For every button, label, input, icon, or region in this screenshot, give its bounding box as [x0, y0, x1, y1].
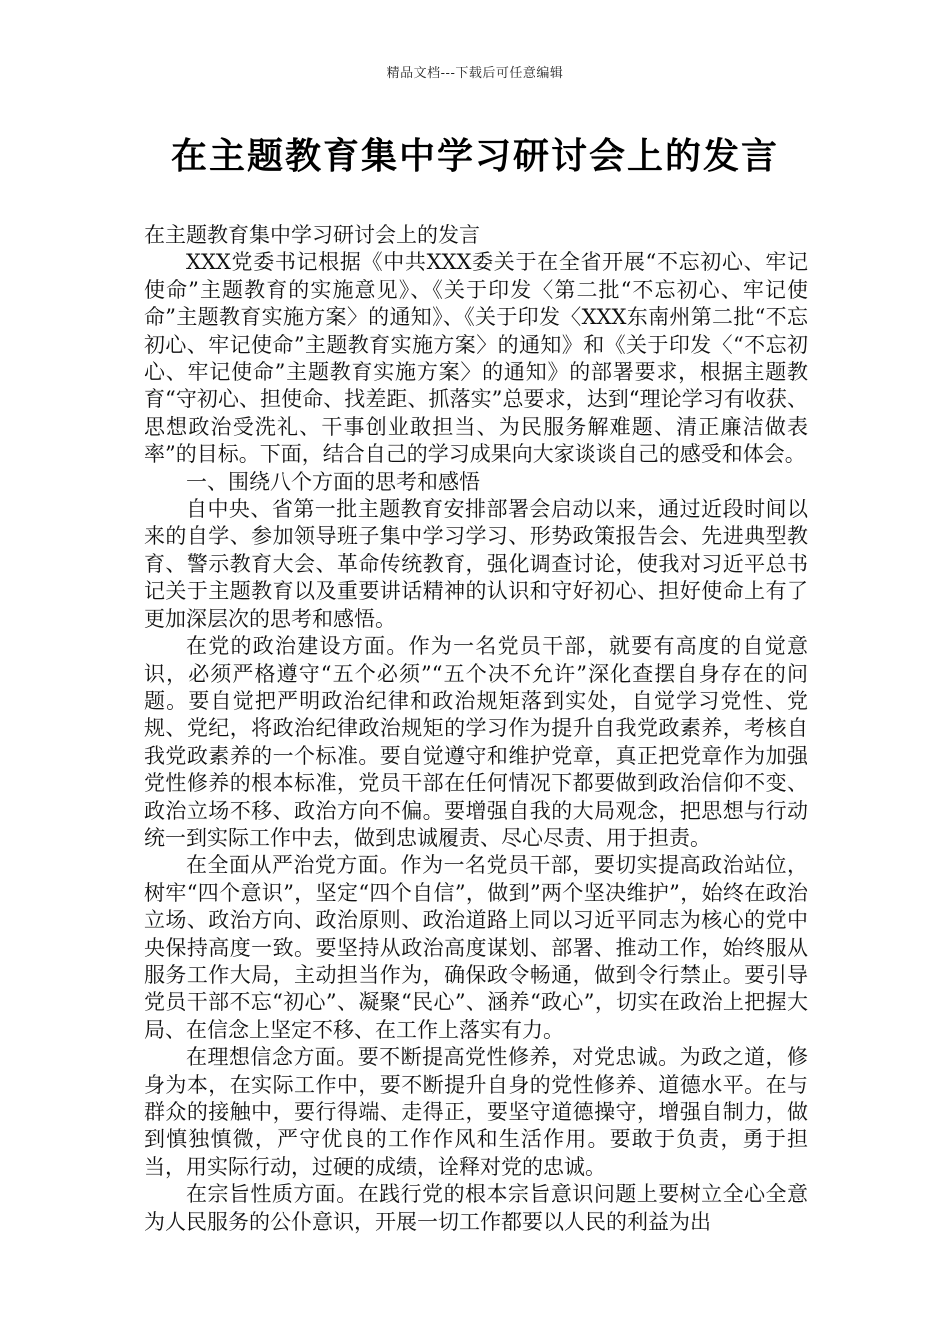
document-title: 在主题教育集中学习研讨会上的发言 [170, 136, 779, 177]
header-note: 精品文档---下载后可任意编辑 [386, 66, 564, 81]
paragraph: 自中央、省第一批主题教育安排部署会启动以来，通过近段时间以来的自学、参加领导班子集中学习学习、形势政策报告会、先进典型教育、警示教育大会、革命传统教育，强化调查讨论，使我对习近平总书记关于主题教育以及重要讲话精神的认识和守好初心、担好使命上有了更加深层次的思考和感悟。 [144, 497, 808, 631]
paragraph: 在宗旨性质方面。在践行党的根本宗旨意识问题上要树立全心全意为人民服务的公仆意识，开展一切工作都要以人民的利益为出 [144, 1182, 808, 1234]
paragraph: XXX党委书记根据《中共XXX委关于在全省开展“不忘初心、牢记使命”主题教育的实施意见》、《关于印发〈第二批“不忘初心、牢记使命”主题教育实施方案〉的通知》、《关于印发〈XXX东南州第二批“不忘初心、牢记使命”主题教育实施方案〉的通知》和《关于印发〈“不忘初心、牢记使命”主题教育实施方案〉的通知》的部署要求，根据主题教育“守初心、担使命、找差距、抓落实”总要求，达到“理论学习有收获、思想政治受洗礼、干事创业敢担当、为民服务解难题、清正廉洁做表率”的目标。下面，结合自己的学习成果向大家谈谈自己的感受和体会。 [144, 250, 808, 467]
section-heading: 一、围绕八个方面的思考和感悟 [186, 469, 480, 494]
paragraph: 在理想信念方面。要不断提高党性修养，对党忠诚。为政之道，修身为本，在实际工作中，要不断提升自身的党性修养、道德水平。在与群众的接触中，要行得端、走得正，要坚守道德操守，增强自制力，做到慎独慎微，严守优良的工作作风和生活作用。要敢于负责，勇于担当，用实际行动，过硬的成绩，诠释对党的忠诚。 [144, 1045, 808, 1179]
paragraph: 在党的政治建设方面。作为一名党员干部，就要有高度的自觉意识，必须严格遵守“五个必须”“五个决不允许”深化查摆自身存在的问题。要自觉把严明政治纪律和政治规矩落到实处，自觉学习党性、党规、党纪，将政治纪律政治规矩的学习作为提升自我党政素养，考核自我党政素养的一个标准。要自觉遵守和维护党章，真正把党章作为加强党性修养的根本标准，党员干部在任何情况下都要做到政治信仰不变、政治立场不移、政治方向不偏。要增强自我的大局观念，把思想与行动统一到实际工作中去，做到忠诚履责、尽心尽责、用于担责。 [144, 634, 808, 850]
document-body [144, 222, 808, 1236]
paragraph: 在主题教育集中学习研讨会上的发言 [144, 223, 480, 247]
paragraph: 在全面从严治党方面。作为一名党员干部，要切实提高政治站位，树牢“四个意识”，坚定“四个自信”，做到”两个坚决维护”，始终在政治立场、政治方向、政治原则、政治道路上同以习近平同志为核心的党中央保持高度一致。要坚持从政治高度谋划、部署、推动工作，始终服从服务工作大局，主动担当作为，确保政令畅通，做到令行禁止。要引导党员干部不忘“初心”、凝聚“民心”、涵养“政心”，切实在政治上把握大局、在信念上坚定不移、在工作上落实有力。 [144, 853, 808, 1042]
